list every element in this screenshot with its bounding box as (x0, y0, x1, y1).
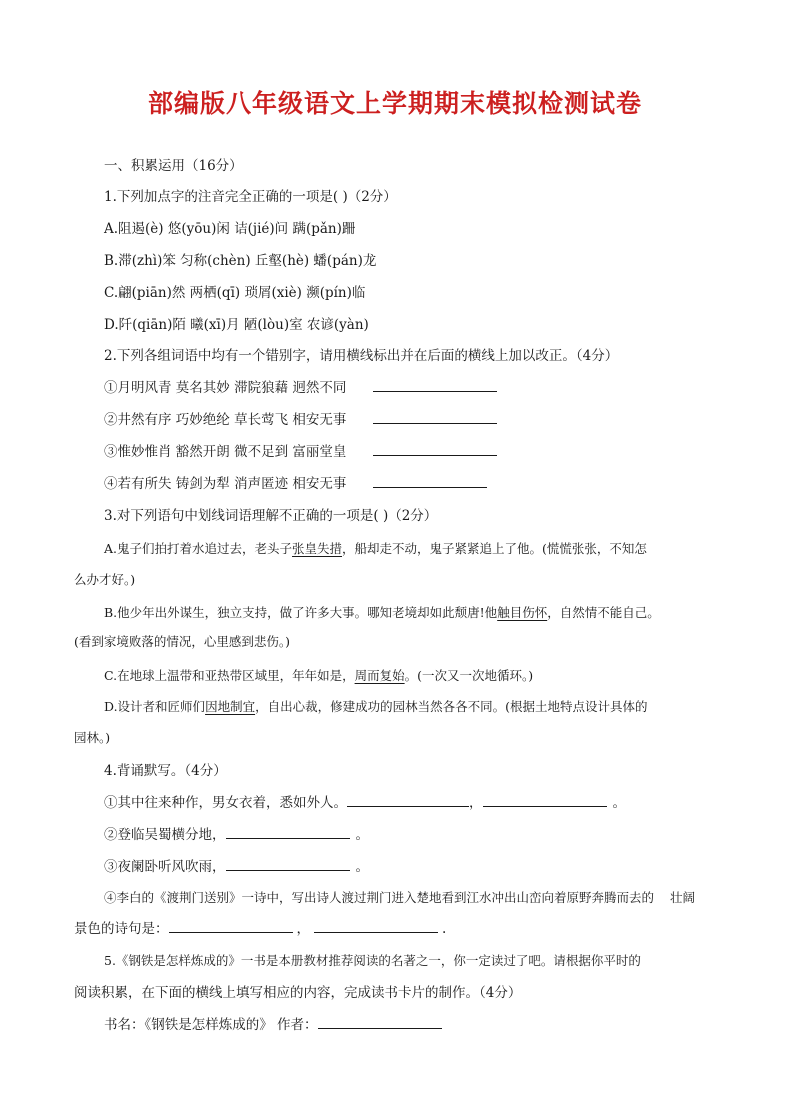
question-5-reading-card (104, 1016, 442, 1034)
option-text: ，船却走不动，鬼子紧紧追上了他。(慌慌张张，不知怎 (342, 541, 647, 556)
answer-blank[interactable] (373, 411, 497, 424)
question-1-option-d: D.阡(qiān)陌 曦(xī)月 陋(lòu)室 农谚(yàn) (104, 317, 369, 333)
answer-blank[interactable] (226, 858, 350, 871)
question-3-option-b-continued: (看到家境败落的情况，心里感到悲伤。) (74, 634, 291, 649)
option-text: D.设计者和匠师们 (104, 699, 206, 714)
verse-prompt: 景色的诗句是： (74, 921, 169, 937)
underlined-term: 张皇失措 (292, 541, 343, 556)
question-4-stem: 4.背诵默写。（4分） (104, 763, 227, 779)
question-5-stem: 5.《钢铁是怎样炼成的》一书是本册教材推荐阅读的名著之一，你一定读过了吧。请根据你平时的 (104, 953, 641, 968)
question-1-option-c: C.翩(piān)然 两栖(qī) 琐屑(xiè) 濒(pín)临 (104, 285, 366, 301)
word-group: ①月明风青 莫名其妙 滞院狼藉 迥然不同 (104, 380, 347, 396)
punctuation: 。 (355, 827, 369, 843)
section-heading: 一、积累运用（16分） (104, 158, 243, 174)
punctuation: ， (469, 795, 483, 811)
answer-blank[interactable] (169, 920, 293, 933)
verse-prompt: ③夜阑卧听风吹雨， (104, 859, 226, 875)
question-2-stem: 2.下列各组词语中均有一个错别字，请用横线标出并在后面的横线上加以改正。（4分） (104, 348, 619, 364)
question-1-option-b: B.滞(zhì)笨 匀称(chèn) 丘壑(hè) 蟠(pán)龙 (104, 253, 377, 269)
question-3-option-d-continued: 园林。) (74, 730, 111, 745)
word-group: ④若有所失 铸剑为犁 消声匿迹 相安无事 (104, 476, 347, 492)
question-4-line-4-continued (74, 920, 446, 938)
card-label: 书名：《钢铁是怎样炼成的》 作者： (104, 1017, 318, 1033)
question-5-stem-continued: 阅读积累，在下面的横线上填写相应的内容，完成读书卡片的制作。（4分） (74, 985, 522, 1001)
question-1-stem: 1.下列加点字的注音完全正确的一项是( )（2分） (104, 189, 397, 205)
question-3-option-b (104, 604, 660, 622)
option-text: ，自然情不能自己。 (547, 605, 660, 620)
question-4-line-1 (104, 794, 626, 812)
answer-blank[interactable] (226, 826, 350, 839)
exam-title: 部编版八年级语文上学期期末模拟检测试卷 (147, 89, 642, 118)
question-3-stem: 3.对下列语句中划线词语理解不正确的一项是( )（2分） (104, 508, 438, 524)
word-group: ③惟妙惟肖 豁然开朗 微不足到 富丽堂皇 (104, 444, 347, 460)
answer-blank[interactable] (483, 794, 607, 807)
punctuation: 。 (612, 795, 626, 811)
option-text: B.他少年出外谋生，独立支持，做了许多大事。哪知老境却如此颓唐!他 (104, 605, 498, 620)
underlined-term: 周而复始 (354, 668, 405, 683)
verse-prompt: ④李白的《渡荆门送别》一诗中，写出诗人渡过荆门进入楚地看到江水冲出山峦向着原野奔腾而去的 (104, 890, 655, 905)
question-3-option-c (104, 667, 533, 685)
answer-blank[interactable] (314, 920, 438, 933)
question-2-item (104, 411, 497, 429)
question-4-line-2 (104, 826, 369, 844)
question-2-item (104, 379, 497, 397)
underlined-term: 触目伤怀 (497, 605, 548, 620)
punctuation: . (442, 921, 447, 937)
answer-blank[interactable] (318, 1016, 442, 1029)
question-1-option-a: A.阻遏(è) 悠(yōu)闲 诘(jié)问 蹒(pǎn)跚 (104, 221, 356, 237)
option-text: ，自出心裁，修建成功的园林当然各各不同。(根据土地特点设计具体的 (255, 699, 648, 714)
punctuation: ， (296, 921, 310, 937)
question-2-item (104, 475, 487, 493)
option-text: C.在地球上温带和亚热带区域里，年年如是， (104, 668, 355, 683)
answer-blank[interactable] (373, 443, 497, 456)
option-text: 。(一次又一次地循环。) (404, 668, 534, 683)
word-group: ②井然有序 巧妙绝纶 草长莺飞 相安无事 (104, 412, 347, 428)
answer-blank[interactable] (347, 794, 469, 807)
question-3-option-a (104, 540, 647, 558)
punctuation: 。 (355, 859, 369, 875)
answer-blank[interactable] (373, 379, 497, 392)
question-3-option-a-continued: 么办才好。) (74, 572, 136, 587)
question-4-line-4 (104, 889, 695, 907)
question-4-line-3 (104, 858, 369, 876)
verse-prompt: ②登临吴蜀横分地， (104, 827, 226, 843)
answer-blank[interactable] (373, 475, 487, 488)
question-2-item (104, 443, 497, 461)
underlined-term: 因地制宜 (205, 699, 256, 714)
verse-prompt: ①其中往来种作，男女衣着，悉如外人。 (104, 795, 347, 811)
option-text: A.鬼子们拍打着水追过去，老头子 (104, 541, 293, 556)
verse-prompt: 壮阔 (670, 890, 696, 905)
question-3-option-d (104, 698, 647, 716)
